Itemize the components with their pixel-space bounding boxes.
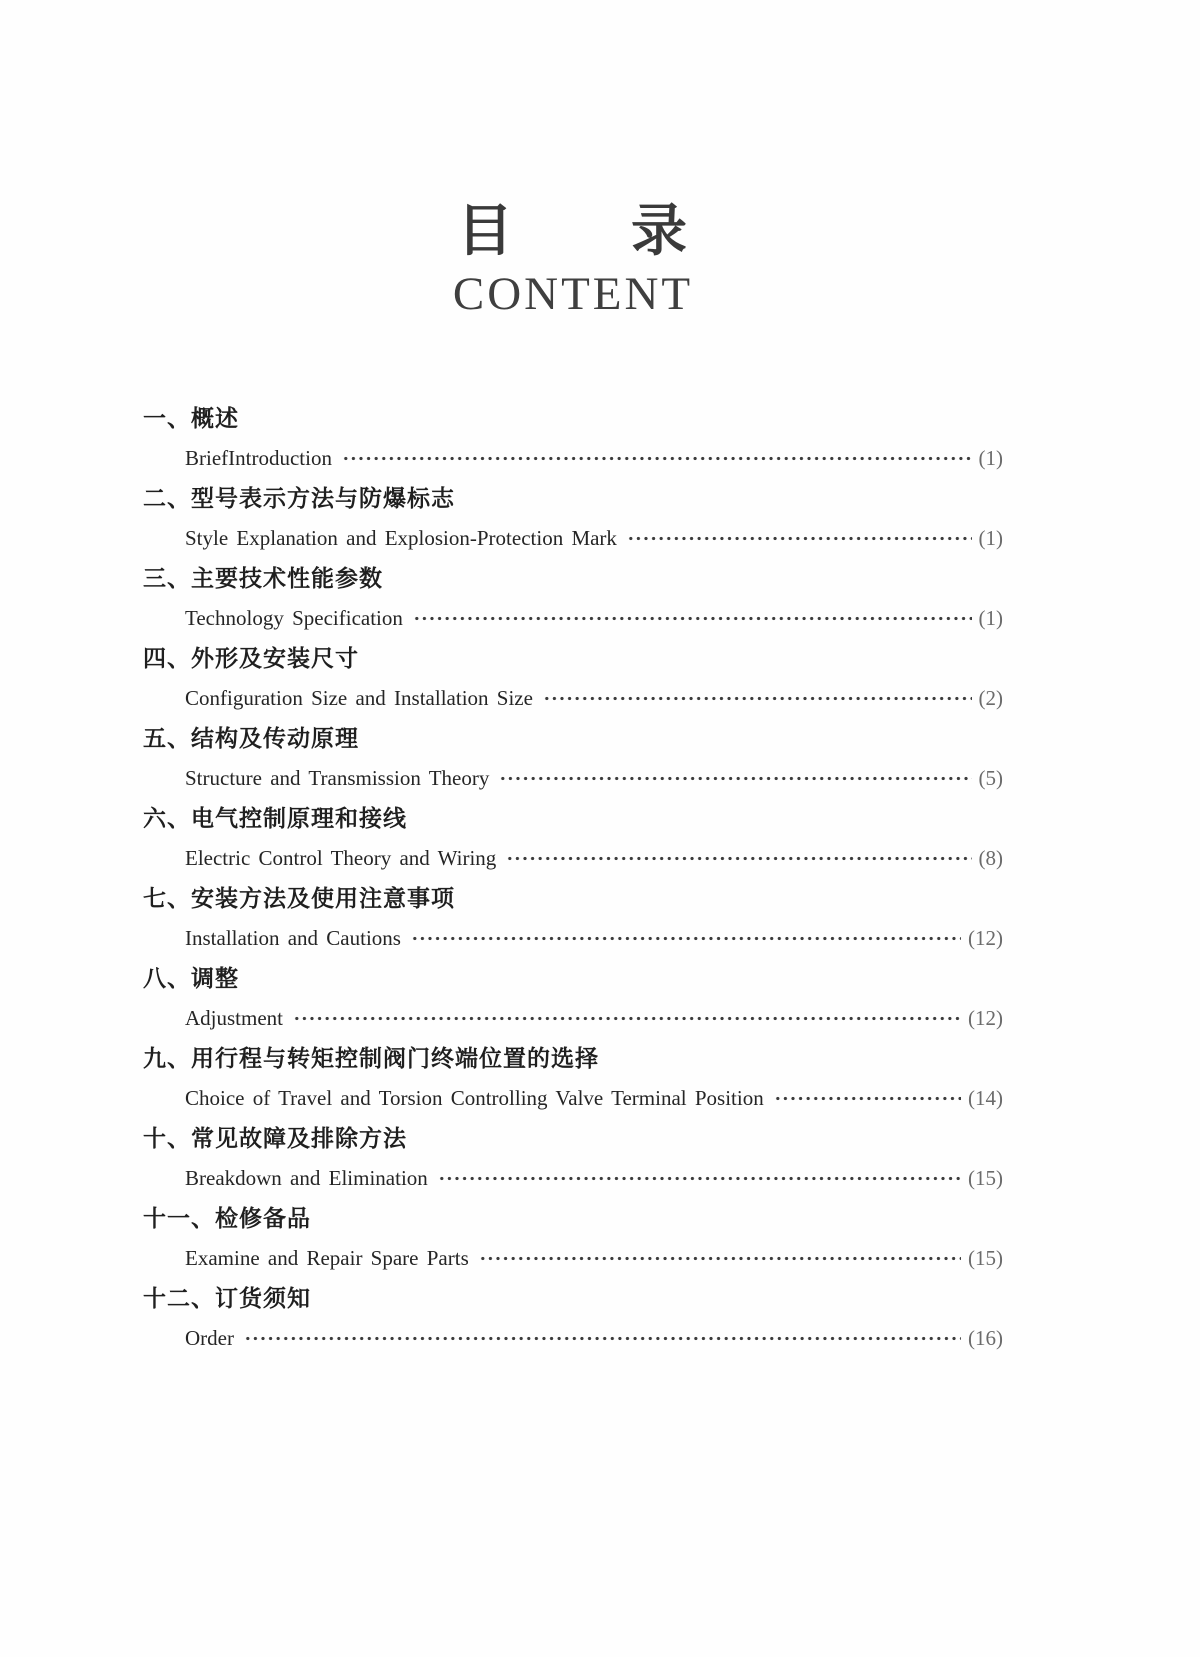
toc-entry-line[interactable]: [143, 438, 1003, 478]
toc-entry-heading: 十一、检修备品: [143, 1205, 311, 1231]
toc-entry-heading: 六、电气控制原理和接线: [143, 805, 407, 831]
dot-leader: [438, 1158, 961, 1198]
title-block: [143, 198, 1003, 320]
toc-page-number: (2): [978, 685, 1003, 710]
page-title-english: CONTENT: [452, 268, 694, 320]
toc-entry-label: Technology Specification: [185, 605, 403, 630]
dot-leader: [342, 438, 972, 478]
toc-entry-label: Breakdown and Elimination: [185, 1165, 428, 1190]
toc-page-number: (5): [978, 765, 1003, 790]
dot-leader: [479, 1238, 961, 1278]
toc-entry-heading: 五、结构及传动原理: [143, 725, 359, 751]
dot-leader: [413, 598, 972, 638]
toc-page-number: (16): [968, 1325, 1003, 1350]
dot-leader: [293, 998, 961, 1038]
toc-entry-heading: 十二、订货须知: [143, 1285, 311, 1311]
toc-entry-7: [143, 878, 1003, 958]
toc-entry-8: [143, 958, 1003, 1038]
toc-entry-heading: 二、型号表示方法与防爆标志: [143, 485, 455, 511]
toc-entry-label: Choice of Travel and Torsion Controlling Valve Terminal Position: [185, 1085, 764, 1110]
toc-entry-9: [143, 1038, 1003, 1118]
dot-leader: [774, 1078, 961, 1118]
toc-page-number: (8): [978, 845, 1003, 870]
page-title-chinese: 目 录: [457, 201, 689, 263]
dot-leader: [499, 758, 971, 798]
toc-entry-5: [143, 718, 1003, 798]
toc-page-number: (1): [978, 525, 1003, 550]
toc-entry-line[interactable]: [143, 598, 1003, 638]
toc-entry-line[interactable]: [143, 518, 1003, 558]
toc-entry-line[interactable]: [143, 758, 1003, 798]
toc-entry-heading: 十、常见故障及排除方法: [143, 1125, 407, 1151]
toc-entry-line[interactable]: [143, 1318, 1003, 1358]
toc-entry-label: Electric Control Theory and Wiring: [185, 845, 497, 870]
toc-entry-label: Configuration Size and Installation Size: [185, 685, 533, 710]
toc-page-number: (1): [978, 605, 1003, 630]
dot-leader: [244, 1318, 961, 1358]
toc-entry-heading: 四、外形及安装尺寸: [143, 645, 359, 671]
toc-page-number: (12): [968, 925, 1003, 950]
toc-entry-heading: 九、用行程与转矩控制阀门终端位置的选择: [143, 1045, 599, 1071]
toc-entry-line[interactable]: [143, 1158, 1003, 1198]
toc-entry-10: [143, 1118, 1003, 1198]
toc-entry-heading: 七、安装方法及使用注意事项: [143, 885, 455, 911]
toc-entry-1: [143, 398, 1003, 478]
toc-entry-line[interactable]: [143, 838, 1003, 878]
toc-entry-6: [143, 798, 1003, 878]
toc-entry-4: [143, 638, 1003, 718]
toc-entry-line[interactable]: [143, 998, 1003, 1038]
toc-page-number: (15): [968, 1245, 1003, 1270]
toc-entry-3: [143, 558, 1003, 638]
toc-entry-heading: 三、主要技术性能参数: [143, 565, 383, 591]
toc-entry-label: Examine and Repair Spare Parts: [185, 1245, 469, 1270]
toc-entry-label: Style Explanation and Explosion-Protection Mark: [185, 525, 617, 550]
toc-entry-heading: 八、调整: [143, 965, 239, 991]
toc-entry-line[interactable]: [143, 678, 1003, 718]
dot-leader: [506, 838, 971, 878]
toc-page-number: (15): [968, 1165, 1003, 1190]
toc-entry-line[interactable]: [143, 1078, 1003, 1118]
toc-entry-line[interactable]: [143, 918, 1003, 958]
toc-entry-12: [143, 1278, 1003, 1358]
toc-entry-2: [143, 478, 1003, 558]
dot-leader: [543, 678, 972, 718]
dot-leader: [411, 918, 961, 958]
toc-entry-heading: 一、概述: [143, 405, 239, 431]
toc-entry-label: Structure and Transmission Theory: [185, 765, 490, 790]
toc-entry-label: BriefIntroduction: [185, 445, 332, 470]
toc-entry-11: [143, 1198, 1003, 1278]
toc-entry-line[interactable]: [143, 1238, 1003, 1278]
dot-leader: [627, 518, 972, 558]
toc-entry-label: Order: [185, 1325, 234, 1350]
toc-page-number: (14): [968, 1085, 1003, 1110]
toc-entry-label: Installation and Cautions: [185, 925, 401, 950]
toc-page-number: (1): [978, 445, 1003, 470]
toc-page-number: (12): [968, 1005, 1003, 1030]
table-of-contents: [143, 398, 1003, 1358]
toc-entry-label: Adjustment: [185, 1005, 283, 1030]
